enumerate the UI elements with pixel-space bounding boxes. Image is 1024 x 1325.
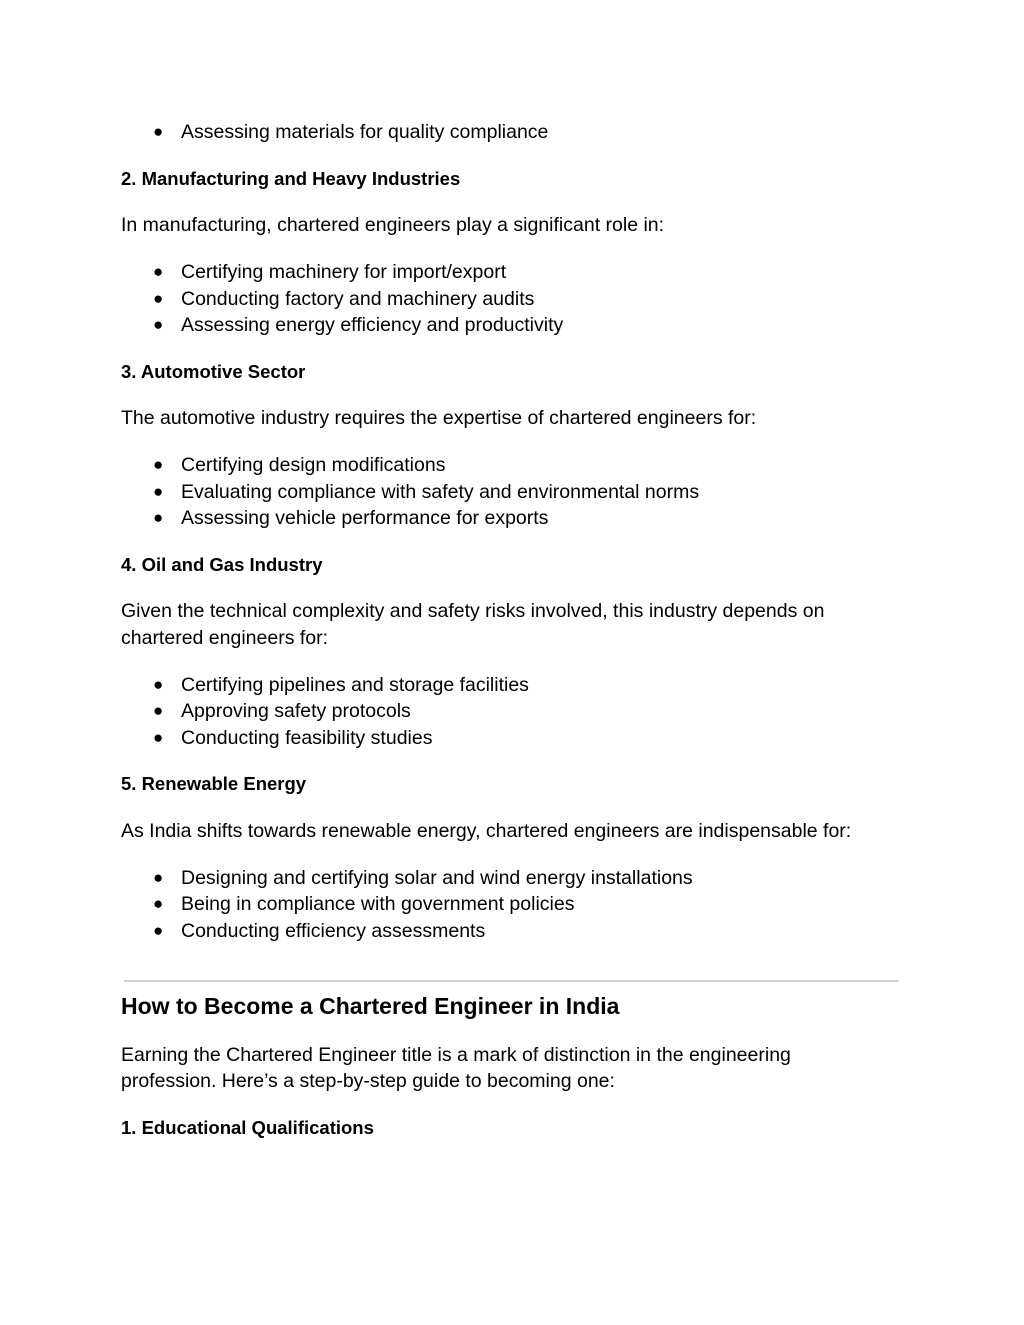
list-item: Assessing materials for quality compliance (181, 121, 549, 143)
list-item: Designing and certifying solar and wind energy installations (181, 867, 693, 889)
bullet-marker: ● (153, 455, 164, 474)
bullet-marker: ● (153, 921, 164, 940)
section-intro-line: Given the technical complexity and safety risks involved, this industry depends on (121, 600, 825, 622)
bullet-marker: ● (153, 122, 164, 141)
section-intro: As India shifts towards renewable energy, chartered engineers are indispensable for: (121, 820, 852, 842)
sub-heading-educational-qualifications: 1. Educational Qualifications (121, 1117, 374, 1138)
section-title-how-to-become: How to Become a Chartered Engineer in India (121, 993, 620, 1019)
bullet-marker: ● (153, 262, 164, 281)
list-item: Being in compliance with government policies (181, 893, 575, 915)
paragraph-line: Earning the Chartered Engineer title is a mark of distinction in the engineering (121, 1044, 791, 1066)
section-intro: The automotive industry requires the expertise of chartered engineers for: (121, 407, 757, 429)
section-heading-manufacturing: 2. Manufacturing and Heavy Industries (121, 168, 461, 189)
bullet-marker: ● (153, 508, 164, 527)
bullet-marker: ● (153, 868, 164, 887)
bullet-marker: ● (153, 482, 164, 501)
list-item: Conducting feasibility studies (181, 727, 433, 749)
list-item: Approving safety protocols (181, 700, 411, 722)
bullet-marker: ● (153, 675, 164, 694)
list-item: Certifying pipelines and storage facilities (181, 674, 529, 696)
section-intro: In manufacturing, chartered engineers play a significant role in: (121, 214, 665, 236)
bullet-marker: ● (153, 701, 164, 720)
section-heading-oil-gas: 4. Oil and Gas Industry (121, 554, 323, 575)
bullet-marker: ● (153, 315, 164, 334)
list-item: Certifying machinery for import/export (181, 261, 507, 283)
bullet-marker: ● (153, 728, 164, 747)
section-heading-renewable: 5. Renewable Energy (121, 773, 307, 794)
paragraph-line: profession. Here’s a step-by-step guide to becoming one: (121, 1070, 615, 1092)
list-item: Conducting efficiency assessments (181, 920, 486, 942)
list-item: Conducting factory and machinery audits (181, 288, 535, 310)
bullet-marker: ● (153, 894, 164, 913)
horizontal-divider (124, 980, 899, 982)
section-intro-line: chartered engineers for: (121, 627, 329, 649)
bullet-marker: ● (153, 289, 164, 308)
list-item: Assessing vehicle performance for exports (181, 507, 549, 529)
list-item: Assessing energy efficiency and productivity (181, 314, 564, 336)
list-item: Certifying design modifications (181, 454, 446, 476)
list-item: Evaluating compliance with safety and environmental norms (181, 481, 700, 503)
section-heading-automotive: 3. Automotive Sector (121, 361, 306, 382)
